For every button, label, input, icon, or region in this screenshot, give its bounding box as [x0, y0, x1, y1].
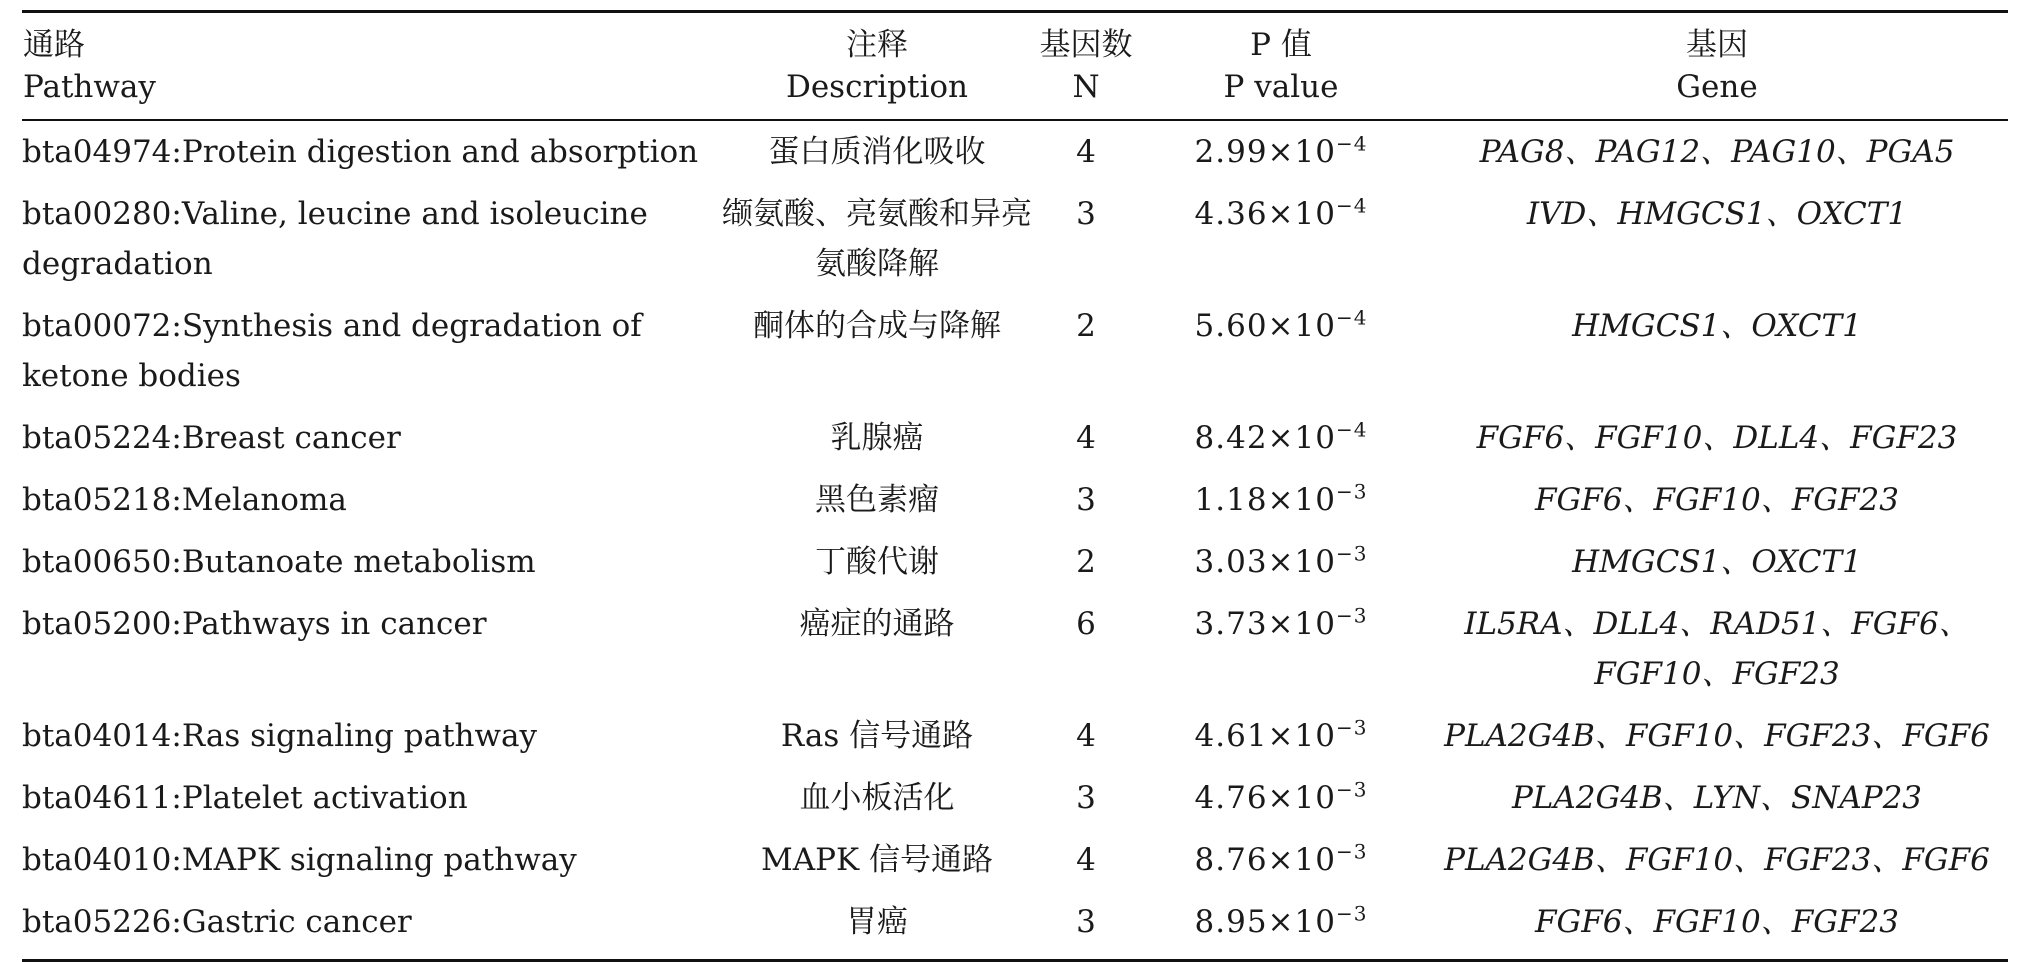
table-row [22, 531, 2008, 593]
cell-p-value [1136, 829, 1426, 891]
cell-pathway: bta05226:Gastric cancer [22, 891, 718, 961]
table-body [22, 120, 2008, 961]
table-row [22, 891, 2008, 961]
cell-pathway: bta05218:Melanoma [22, 482, 347, 518]
cell-genes: HMGCS1、OXCT1 [1572, 308, 1862, 344]
p-value-base: 8.42×10 [1194, 420, 1336, 456]
p-value-base: 3.73×10 [1194, 606, 1336, 642]
p-value-base: 4.76×10 [1194, 780, 1336, 816]
cell-genes: IVD、HMGCS1、OXCT1 [1526, 196, 1908, 232]
cell-pathway: bta05200:Pathways in cancer [22, 606, 487, 642]
p-value-exponent: −3 [1335, 715, 1368, 740]
cell-gene-count: 4 [1076, 420, 1096, 456]
header-p-en: P value [1136, 66, 1426, 120]
cell-p-value [1136, 120, 1426, 183]
cell-description: 酮体的合成与降解 [753, 308, 1001, 344]
table-row [22, 705, 2008, 767]
cell-description: 缬氨酸、亮氨酸和异亮氨酸降解 [722, 196, 1032, 282]
cell-pathway: bta05224:Breast cancer [22, 420, 401, 456]
pathway-enrichment-table [22, 10, 2008, 962]
cell-gene-count: 3 [1076, 482, 1096, 518]
table-row [22, 829, 2008, 891]
p-value-exponent: −3 [1335, 901, 1368, 926]
table-row [22, 407, 2008, 469]
cell-genes: PLA2G4B、FGF10、FGF23、FGF6 [1444, 718, 1990, 754]
p-value-exponent: −4 [1335, 305, 1368, 330]
cell-description: 蛋白质消化吸收 [768, 134, 986, 170]
p-value-base: 5.60×10 [1194, 308, 1336, 344]
cell-gene-count: 3 [1076, 196, 1096, 232]
header-pathway-en: Pathway [22, 66, 718, 120]
table-row [22, 469, 2008, 531]
p-value-exponent: −3 [1335, 541, 1368, 566]
cell-p-value [1136, 469, 1426, 531]
header-description-en: Description [718, 66, 1036, 120]
cell-gene-count: 2 [1076, 544, 1096, 580]
cell-gene-count: 3 [1076, 780, 1096, 816]
cell-description: 丁酸代谢 [815, 544, 939, 580]
cell-pathway: bta04974:Protein digestion and absorption [22, 134, 699, 170]
cell-description: 乳腺癌 [830, 420, 924, 456]
cell-pathway: bta00650:Butanoate metabolism [22, 544, 536, 580]
p-value-exponent: −3 [1335, 777, 1368, 802]
cell-genes: PLA2G4B、LYN、SNAP23 [1511, 780, 1923, 816]
cell-genes: PLA2G4B、FGF10、FGF23、FGF6 [1444, 842, 1990, 878]
p-value-base: 4.36×10 [1194, 196, 1336, 232]
cell-description: 黑色素瘤 [815, 482, 939, 518]
cell-genes: FGF6、FGF10、FGF23 [1535, 482, 1899, 518]
table-row [22, 183, 2008, 295]
p-value-exponent: −4 [1335, 417, 1368, 442]
cell-gene-count: 4 [1076, 842, 1096, 878]
p-value-base: 3.03×10 [1194, 544, 1336, 580]
cell-genes: FGF6、FGF10、DLL4、FGF23 [1476, 420, 1958, 456]
p-value-exponent: −3 [1335, 839, 1368, 864]
cell-gene-count: 2 [1076, 308, 1096, 344]
p-value-base: 2.99×10 [1194, 134, 1336, 170]
cell-description: 胃癌 [718, 891, 1036, 961]
cell-pathway: bta04014:Ras signaling pathway [22, 718, 538, 754]
p-value-base: 8.95×10 [1194, 904, 1336, 940]
table-row [22, 593, 2008, 705]
p-value-base: 8.76×10 [1194, 842, 1336, 878]
p-value-exponent: −3 [1335, 479, 1368, 504]
cell-p-value [1136, 705, 1426, 767]
cell-description: Ras 信号通路 [780, 718, 974, 754]
header-gene-en: Gene [1426, 66, 2008, 120]
p-value-exponent: −4 [1335, 193, 1368, 218]
cell-pathway: bta00072:Synthesis and degradation of ketone bodies [22, 308, 642, 394]
cell-p-value [1136, 295, 1426, 407]
cell-genes: HMGCS1、OXCT1 [1572, 544, 1862, 580]
cell-p-value [1136, 531, 1426, 593]
cell-pathway: bta04010:MAPK signaling pathway [22, 842, 577, 878]
cell-gene-count: 4 [1076, 718, 1096, 754]
cell-genes: IL5RA、DLL4、RAD51、FGF6、FGF10、FGF23 [1464, 606, 1970, 692]
cell-genes: PAG8、PAG12、PAG10、PGA5 [1479, 134, 1955, 170]
cell-p-value [1136, 593, 1426, 705]
header-gene-cn: 基因 [1426, 12, 2008, 67]
header-n-cn: 基因数 [1036, 12, 1136, 67]
cell-pathway: bta00280:Valine, leucine and isoleucine degradation [22, 196, 648, 282]
cell-p-value [1136, 183, 1426, 295]
cell-genes: FGF6、FGF10、FGF23 [1426, 891, 2008, 961]
p-value-exponent: −4 [1335, 131, 1368, 156]
table-row [22, 120, 2008, 183]
cell-p-value [1136, 767, 1426, 829]
cell-p-value [1136, 407, 1426, 469]
table-header [22, 12, 2008, 121]
p-value-base: 1.18×10 [1194, 482, 1336, 518]
p-value-exponent: −3 [1335, 603, 1368, 628]
cell-gene-count: 6 [1076, 606, 1096, 642]
cell-description: 癌症的通路 [799, 606, 955, 642]
cell-gene-count: 3 [1036, 891, 1136, 961]
table-row [22, 767, 2008, 829]
header-description-cn: 注释 [718, 12, 1036, 67]
cell-description: 血小板活化 [799, 780, 955, 816]
header-n-en: N [1036, 66, 1136, 120]
cell-description: MAPK 信号通路 [760, 842, 993, 878]
header-pathway-cn: 通路 [22, 12, 718, 67]
p-value-base: 4.61×10 [1194, 718, 1336, 754]
header-p-cn: P 值 [1136, 12, 1426, 67]
cell-gene-count: 4 [1076, 134, 1096, 170]
cell-p-value [1136, 891, 1426, 961]
table-row [22, 295, 2008, 407]
cell-pathway: bta04611:Platelet activation [22, 780, 468, 816]
